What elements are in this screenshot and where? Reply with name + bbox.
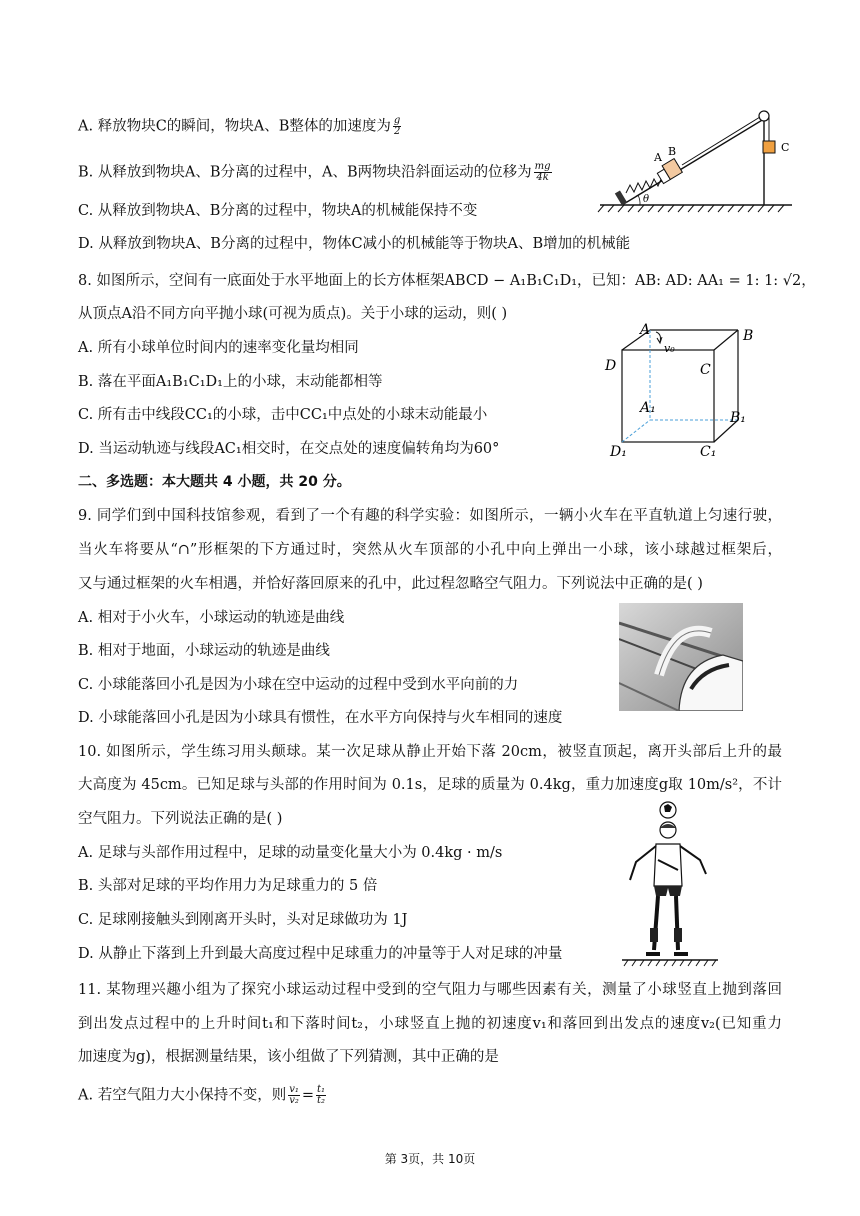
q8-label-d1: D₁: [610, 444, 627, 460]
q7-label-a: A: [654, 151, 662, 164]
q7-option-c: C. 从释放到物块A、B分离的过程中，物块A的机械能保持不变: [78, 203, 478, 219]
q9-stem-line3: 又与通过框架的火车相遇，并恰好落回原来的孔中，此过程忽略空气阻力。下列说法中正确的是( ): [78, 576, 703, 592]
section-header: 二、多选题：本大题共 4 小题，共 20 分。: [78, 474, 351, 490]
q10-stem-line2: 大高度为 45cm。已知足球与头部的作用时间为 0.1s，足球的质量为 0.4kg，重力加速度g取 10m/s²，不计: [78, 777, 782, 793]
q7-option-b: B. 从释放到物块A、B分离的过程中，A、B两物块沿斜面运动的位移为 $\frac{mg}{4k}$: [78, 161, 551, 183]
q9-option-d: D. 小球能落回小孔是因为小球具有惯性，在水平方向保持与火车相同的速度: [78, 710, 563, 726]
q8-option-a: A. 所有小球单位时间内的速率变化量均相同: [78, 340, 359, 356]
q10-option-d: D. 从静止下落到上升到最大高度过程中足球重力的冲量等于人对足球的冲量: [78, 946, 563, 962]
q8-label-d: D: [605, 358, 617, 374]
q7-option-a: A. 释放物块C的瞬间，物块A、B整体的加速度为 $\frac{g}{2}$: [78, 115, 401, 137]
q9-train-photo: [619, 603, 743, 711]
q7-incline-figure: [596, 105, 796, 215]
q8-stem-line2: 从顶点A沿不同方向平抛小球(可视为质点)。关于小球的运动，则( ): [78, 306, 508, 322]
q9-option-b: B. 相对于地面，小球运动的轨迹是曲线: [78, 643, 330, 659]
q8-option-d: D. 当运动轨迹与线段AC₁相交时，在交点处的速度偏转角均为60°: [78, 441, 500, 457]
q8-label-b1: B₁: [730, 410, 746, 426]
q7-option-d: D. 从释放到物块A、B分离的过程中，物体C减小的机械能等于物块A、B增加的机械能: [78, 236, 631, 252]
q9-stem-line1: 9. 同学们到中国科技馆参观，看到了一个有趣的科学实验：如图所示，一辆小火车在平直轨道上匀速行驶，: [78, 508, 782, 524]
q7-label-c: C: [781, 141, 790, 154]
q8-option-b: B. 落在平面A₁B₁C₁D₁上的小球，末动能都相等: [78, 374, 383, 390]
q8-label-b: B: [743, 328, 754, 344]
q8-label-c1: C₁: [700, 444, 717, 460]
q11-stem-line2: 到出发点过程中的上升时间t₁和下落时间t₂，小球竖直上抛的初速度v₁和落回到出发点的速度v₂(已知重力: [78, 1016, 782, 1032]
q8-stem-line1: 8. 如图所示，空间有一底面处于水平地面上的长方体框架ABCD − A₁B₁C₁D₁，已知：AB: AD: AA₁ = 1: 1: √2，: [78, 273, 816, 289]
q10-stem-line1: 10. 如图所示，学生练习用头颠球。某一次足球从静止开始下落 20cm，被竖直顶起，离开头部后上升的最: [78, 744, 782, 760]
q9-option-a: A. 相对于小火车，小球运动的轨迹是曲线: [78, 610, 345, 626]
q9-stem-line2: 当火车将要从“∩”形框架的下方通过时，突然从火车顶部的小孔中向上弹出一小球，该小球越过框架后，: [78, 542, 782, 558]
page-footer: 第 3页，共 10页: [384, 1152, 476, 1166]
q8-label-c: C: [700, 362, 711, 378]
q8-label-a: A: [640, 322, 651, 338]
q10-heading-figure: [620, 800, 720, 970]
q11-stem-line3: 加速度为g)，根据测量结果，该小组做了下列猜测，其中正确的是: [78, 1049, 499, 1065]
q8-label-v0: v₀: [664, 342, 675, 355]
q11-stem-line1: 11. 某物理兴趣小组为了探究小球运动过程中受到的空气阻力与哪些因素有关，测量了小球竖直上抛到落回: [78, 982, 782, 998]
q7-label-b: B: [668, 145, 677, 158]
q10-option-b: B. 头部对足球的平均作用力为足球重力的 5 倍: [78, 878, 378, 894]
q10-option-c: C. 足球刚接触头到刚离开头时，头对足球做功为 1J: [78, 912, 408, 928]
q10-stem-line3: 空气阻力。下列说法正确的是( ): [78, 811, 283, 827]
q11-option-a: A. 若空气阻力大小保持不变，则 $\frac{\text{v₁}}{\text{v₂}}$ = $\frac{\text{t₁}}{\text{t₂}}$: [78, 1084, 326, 1106]
q9-option-c: C. 小球能落回小孔是因为小球在空中运动的过程中受到水平向前的力: [78, 677, 519, 693]
q8-cuboid-figure: [600, 322, 760, 462]
q7-label-theta: θ: [643, 194, 650, 205]
q10-option-a: A. 足球与头部作用过程中，足球的动量变化量大小为 0.4kg · m/s: [78, 845, 503, 861]
q8-option-c: C. 所有击中线段CC₁的小球，击中CC₁中点处的小球末动能最小: [78, 407, 488, 423]
q8-label-a1: A₁: [640, 400, 656, 416]
